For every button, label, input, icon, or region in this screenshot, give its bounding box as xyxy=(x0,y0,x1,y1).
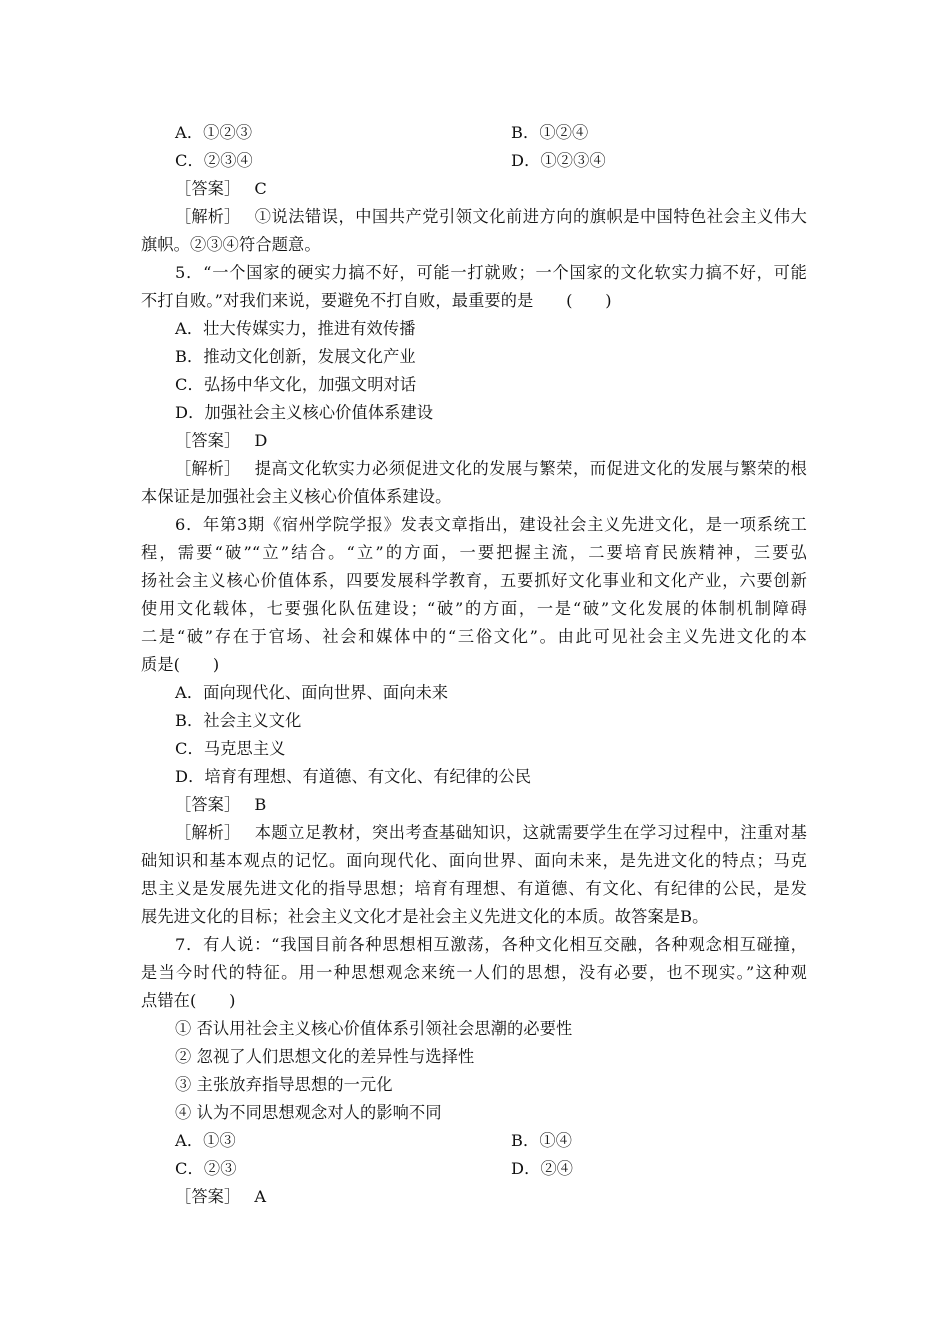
q5-analysis-line-1: ［解析］ 提高文化软实力必须促进文化的发展与繁荣，而促进文化的发展与繁荣的根 xyxy=(175,459,807,478)
q6-option-b: B．社会主义文化 xyxy=(175,711,302,730)
q4-analysis-line-1: ［解析］ ①说法错误，中国共产党引领文化前进方向的旗帜是中国特色社会主义伟大 xyxy=(175,207,807,226)
q6-stem-line-6: 质是( ) xyxy=(141,655,220,674)
q7-statement-1: ① 否认用社会主义核心价值体系引领社会思潮的必要性 xyxy=(175,1019,573,1038)
q4-option-c: C．②③④ xyxy=(175,151,253,170)
q7-stem-line-1: 7．有人说：“我国目前各种思想相互激荡，各种文化相互交融，各种观念相互碰撞， xyxy=(175,935,807,954)
q5-option-c: C．弘扬中华文化，加强文明对话 xyxy=(175,375,417,394)
answer-tag: ［答案］ xyxy=(175,431,241,450)
q6-option-a: A．面向现代化、面向世界、面向未来 xyxy=(175,683,449,702)
q6-analysis-line-3: 思主义是发展先进文化的指导思想；培育有理想、有道德、有文化、有纪律的公民，是发 xyxy=(141,879,807,898)
q4-option-d: D．①②③④ xyxy=(511,151,606,170)
q6-stem-line-2: 程，需要“破”“立”结合。“立”的方面，一要把握主流，二要培育民族精神，三要弘 xyxy=(141,543,807,562)
q6-analysis-line-2: 础知识和基本观点的记忆。面向现代化、面向世界、面向未来，是先进文化的特点；马克 xyxy=(141,851,807,870)
answer-tag: ［答案］ xyxy=(175,179,241,198)
answer-value: A xyxy=(254,1187,267,1206)
answer-value: C xyxy=(254,179,267,198)
q7-option-b: B．①④ xyxy=(511,1131,573,1150)
q7-option-a: A．①③ xyxy=(175,1131,236,1150)
q7-stem-line-3: 点错在( ) xyxy=(141,991,236,1010)
q5-analysis-line-2: 本保证是加强社会主义核心价值体系建设。 xyxy=(141,487,452,506)
answer-tag: ［答案］ xyxy=(175,1187,241,1206)
q4-option-b: B．①②④ xyxy=(511,123,589,142)
q6-stem-line-4: 使用文化载体，七要强化队伍建设；“破”的方面，一是“破”文化发展的体制机制障碍 xyxy=(141,599,807,618)
analysis-tag: ［解析］ xyxy=(175,459,241,478)
q6-stem-line-3: 扬社会主义核心价值体系，四要发展科学教育，五要抓好文化事业和文化产业，六要创新 xyxy=(141,571,807,590)
q7-statement-3: ③ 主张放弃指导思想的一元化 xyxy=(175,1075,393,1094)
q6-stem-line-5: 二是“破”存在于官场、社会和媒体中的“三俗文化”。由此可见社会主义先进文化的本 xyxy=(141,627,807,646)
q4-analysis-line-2: 旗帜。②③④符合题意。 xyxy=(141,235,321,254)
q5-option-a: A．壮大传媒实力，推进有效传播 xyxy=(175,319,416,338)
q7-statement-4: ④ 认为不同思想观念对人的影响不同 xyxy=(175,1103,442,1122)
q7-answer xyxy=(175,1187,266,1207)
q6-option-c: C．马克思主义 xyxy=(175,739,286,758)
q5-stem-line-1: 5．“一个国家的硬实力搞不好，可能一打就败；一个国家的文化软实力搞不好，可能 xyxy=(175,263,807,282)
q5-answer xyxy=(175,431,268,451)
q6-analysis-line-1: ［解析］ 本题立足教材，突出考查基础知识，这就需要学生在学习过程中，注重对基 xyxy=(175,823,807,842)
answer-tag: ［答案］ xyxy=(175,795,241,814)
q7-option-c: C．②③ xyxy=(175,1159,237,1178)
q4-option-a: A．①②③ xyxy=(175,123,253,142)
analysis-tag: ［解析］ xyxy=(175,207,241,226)
q6-analysis-line-4: 展先进文化的目标；社会主义文化才是社会主义先进文化的本质。故答案是B。 xyxy=(141,907,709,926)
q7-statement-2: ② 忽视了人们思想文化的差异性与选择性 xyxy=(175,1047,475,1066)
q5-option-b: B．推动文化创新，发展文化产业 xyxy=(175,347,416,366)
q5-option-d: D．加强社会主义核心价值体系建设 xyxy=(175,403,434,422)
q4-answer xyxy=(175,179,267,199)
q7-stem-line-2: 是当今时代的特征。用一种思想观念来统一人们的思想，没有必要，也不现实。”这种观 xyxy=(141,963,807,982)
q5-stem-line-2: 不打自败。”对我们来说，要避免不打自败，最重要的是 ( ) xyxy=(141,291,612,310)
answer-value: D xyxy=(254,431,268,450)
q6-answer xyxy=(175,795,266,815)
q6-stem-line-1: 6．年第3期《宿州学院学报》发表文章指出，建设社会主义先进文化，是一项系统工 xyxy=(175,515,807,534)
analysis-tag: ［解析］ xyxy=(175,823,241,842)
answer-value: B xyxy=(254,795,267,814)
q7-option-d: D．②④ xyxy=(511,1159,574,1178)
q6-option-d: D．培育有理想、有道德、有文化、有纪律的公民 xyxy=(175,767,532,786)
